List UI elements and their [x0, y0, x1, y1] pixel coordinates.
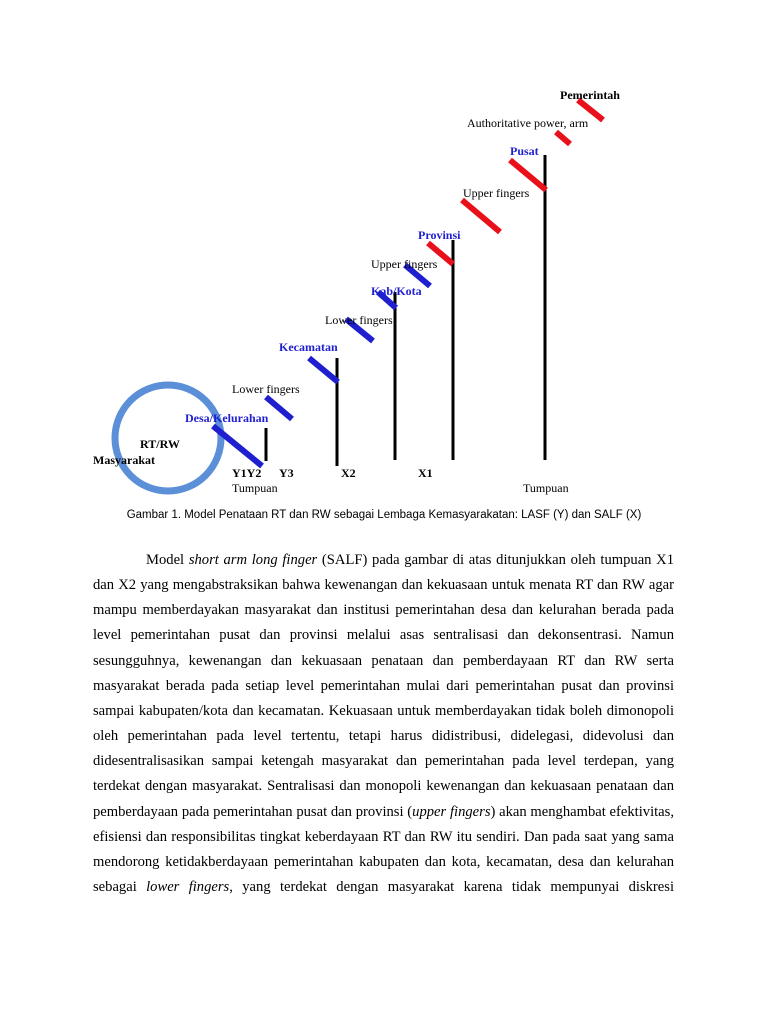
figure-caption: Gambar 1. Model Penataan RT dan RW sebagai Lembaga Kemasyarakatan: LASF (Y) dan SALF (X)	[126, 509, 642, 521]
label-masyarakat: Masyarakat	[93, 453, 155, 467]
label-upper-fingers-2: Upper fingers	[371, 257, 438, 271]
label-tumpuan-right: Tumpuan	[523, 481, 569, 495]
text-run: Model	[146, 552, 189, 568]
label-desa-kelurahan: Desa/Kelurahan	[185, 411, 269, 425]
text-run: (SALF) pada gambar di atas ditunjukkan oleh tumpuan X1 dan X2 yang mengabstraksikan bahwa kewenangan dan kekuasaan untuk menata RT dan RW agar mampu memberdayakan masyarakat dan institusi pemerintahan desa dan kelurahan berada pada level pemerintahan pusat dan provinsi melalui asas sentralisasi dan dekonsentrasi. Namun sesungguhnya, kewenangan dan kekuasaan penataan dan pemberdayaan RT dan RW serta masyarakat berada pada setiap level pemerintahan mulai dari pemerintahan pusat dan provinsi sampai kabupaten/kota dan kecamatan. Kekuasaan untuk memberdayakan tidak boleh dimonopoli oleh pemerintahan pada level tertentu, tetapi harus didistribusi, didelegasi, didevolusi dan didesentralisasikan sampai ketengah masyarakat dan pemerintahan pada level terdepan, yang terdekat dengan masyarakat. Sentralisasi dan monopoli kewenangan dan kekuasaan penataan dan pemberdayaan pada pemerintahan pusat dan provinsi (	[93, 552, 674, 820]
blue-segment-3	[309, 358, 338, 382]
red-segment-4	[556, 132, 570, 144]
text-run: , yang terdekat dengan masyarakat karena tidak mempunyai diskresi	[229, 879, 674, 896]
label-x1: X1	[418, 466, 433, 480]
red-segment-2	[462, 200, 500, 232]
italic-term: short arm long finger	[188, 552, 318, 568]
label-kecamatan: Kecamatan	[279, 340, 338, 354]
label-rt-rw: RT/RW	[140, 437, 180, 451]
label-x2: X2	[341, 466, 356, 480]
label-pusat: Pusat	[510, 144, 539, 158]
label-pemerintah: Pemerintah	[560, 88, 620, 102]
label-tumpuan-left: Tumpuan	[232, 481, 278, 495]
label-y1y2: Y1Y2	[232, 466, 262, 480]
label-provinsi: Provinsi	[418, 228, 461, 242]
label-kab-kota: Kab/Kota	[371, 284, 422, 298]
paragraph-salf	[93, 548, 674, 900]
figure-drawing	[0, 0, 768, 510]
italic-term: lower fingers	[146, 879, 230, 896]
label-lower-fingers-1: Lower fingers	[325, 313, 393, 327]
italic-term: upper fingers	[412, 803, 491, 820]
blue-segment-2	[266, 397, 292, 419]
figure-salf-lasf	[0, 0, 768, 510]
label-lower-fingers-2: Lower fingers	[232, 382, 300, 396]
body-paragraph	[93, 548, 674, 900]
text-run: ) akan menghambat efektivitas, efisiensi dan responsibilitas tingkat keberdayaan RT dan RW itu sendiri. Dan pada saat yang sama mendorong ketidakberdayaan pemerintahan kabupaten dan kota, kecamatan, desa dan kelurahan sebagai	[93, 803, 674, 896]
label-authoritative-power: Authoritative power, arm	[467, 116, 589, 130]
label-y3: Y3	[279, 466, 294, 480]
label-upper-fingers-1: Upper fingers	[463, 186, 530, 200]
